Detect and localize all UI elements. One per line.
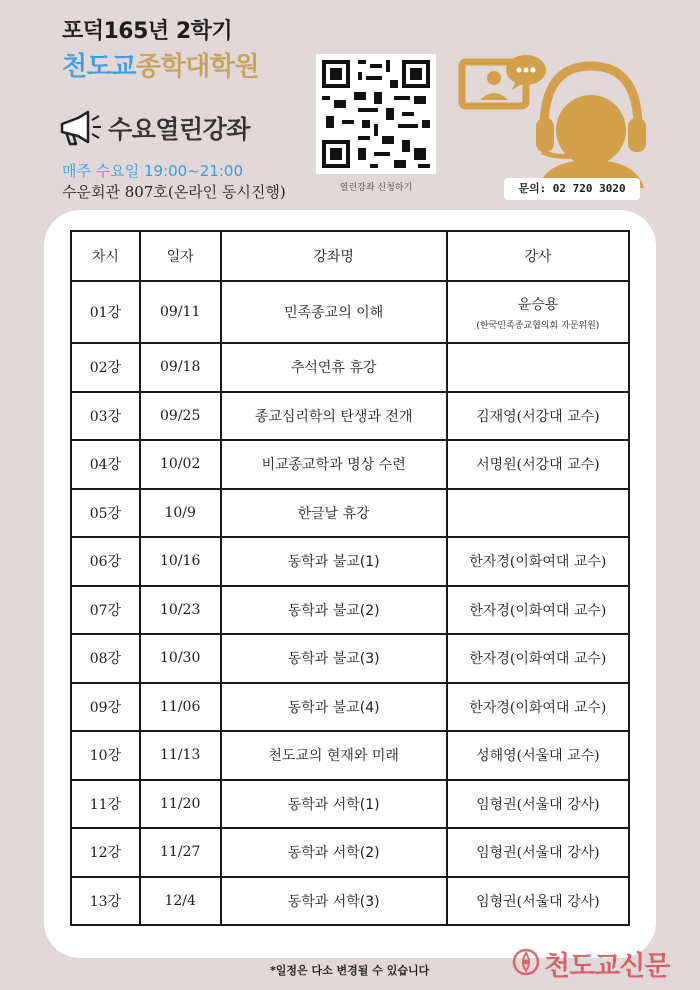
lecturer-name: 윤승용 [517,296,559,313]
table-row [71,877,629,926]
date-cell: 10/23 [140,586,221,635]
title-cell: 동학과 불교(3) [221,634,447,683]
lecturer-cell [447,281,629,343]
table-header-row [71,231,629,281]
title-cell: 동학과 불교(1) [221,537,447,586]
lecturer-cell: 한자경(이화여대 교수) [447,537,629,586]
title-cell: 비교종교학과 명상 수련 [221,440,447,489]
lecturer-cell: 한자경(이화여대 교수) [447,586,629,635]
header-date: 일자 [140,231,221,281]
lecturer-cell [447,343,629,392]
qr-pattern [322,60,430,168]
date-cell: 11/27 [140,828,221,877]
session-cell: 03강 [71,392,140,441]
lecturer-cell [447,489,629,538]
title-cell: 종교심리학의 탄생과 전개 [221,392,447,441]
title-cell: 동학과 서학(2) [221,828,447,877]
schedule-note: *일정은 다소 변경될 수 있습니다 [270,964,430,977]
table-row [71,343,629,392]
headset-person-icon [456,48,646,188]
session-cell: 09강 [71,683,140,732]
title-cell: 추석연휴 휴강 [221,343,447,392]
venue: 수운회관 807호(온라인 동시진행) [62,183,286,201]
title-cell: 동학과 서학(3) [221,877,447,926]
title-cell: 민족종교의 이해 [221,281,447,343]
date-cell: 10/16 [140,537,221,586]
session-cell: 02강 [71,343,140,392]
date-cell: 10/30 [140,634,221,683]
lecturer-cell: 한자경(이화여대 교수) [447,634,629,683]
table-row [71,489,629,538]
semester-label: 포덕165년 2학기 [62,19,233,44]
title-cell: 천도교의 현재와 미래 [221,731,447,780]
session-cell: 06강 [71,537,140,586]
session-cell: 12강 [71,828,140,877]
session-cell: 01강 [71,281,140,343]
title-cell: 동학과 불교(4) [221,683,447,732]
school-title-part2: 종학대학원 [135,52,259,82]
date-cell: 11/20 [140,780,221,829]
lecture-series-title: 수요열린강좌 [108,115,250,144]
lecturer-cell: 한자경(이화여대 교수) [447,683,629,732]
table-row [71,281,629,343]
lecturer-cell: 김재영(서강대 교수) [447,392,629,441]
watermark-text: 천도교신문 [544,951,670,982]
date-cell: 10/02 [140,440,221,489]
date-cell: 11/13 [140,731,221,780]
table-row [71,828,629,877]
contact-info: 문의: 02 720 3020 [504,178,640,200]
poster-header [0,0,700,215]
date-cell: 09/18 [140,343,221,392]
date-cell: 12/4 [140,877,221,926]
session-cell: 07강 [71,586,140,635]
date-cell: 09/25 [140,392,221,441]
session-cell: 13강 [71,877,140,926]
lecturer-affiliation: (한국민족종교협의회 자문위원) [476,320,600,331]
schedule-time: 매주 수요일 19:00~21:00 [62,162,244,180]
qr-caption: 열린강좌 신청하기 [339,183,413,193]
lecturer-cell: 서명원(서강대 교수) [447,440,629,489]
table-row [71,683,629,732]
megaphone-icon [56,108,102,148]
title-cell: 동학과 서학(1) [221,780,447,829]
table-row [71,440,629,489]
table-row [71,634,629,683]
table-row [71,780,629,829]
header-lecturer: 강사 [447,231,629,281]
schedule-table [70,230,630,926]
table-row [71,586,629,635]
title-cell: 동학과 불교(2) [221,586,447,635]
lecturer-cell: 임형권(서울대 강사) [447,877,629,926]
title-cell: 한글날 휴강 [221,489,447,538]
header-session: 차시 [71,231,140,281]
date-cell: 10/9 [140,489,221,538]
qr-code[interactable] [316,54,436,174]
date-cell: 09/11 [140,281,221,343]
table-row [71,537,629,586]
session-cell: 08강 [71,634,140,683]
lecturer-cell: 성해영(서울대 교수) [447,731,629,780]
lecturer-cell: 임형권(서울대 강사) [447,780,629,829]
lecturer-cell: 임형권(서울대 강사) [447,828,629,877]
date-cell: 11/06 [140,683,221,732]
school-title [62,46,259,83]
table-row [71,731,629,780]
session-cell: 10강 [71,731,140,780]
header-title: 강좌명 [221,231,447,281]
session-cell: 05강 [71,489,140,538]
school-title-part1: 천도교 [62,52,136,82]
table-row [71,392,629,441]
session-cell: 04강 [71,440,140,489]
watermark-logo-icon [512,948,540,976]
session-cell: 11강 [71,780,140,829]
